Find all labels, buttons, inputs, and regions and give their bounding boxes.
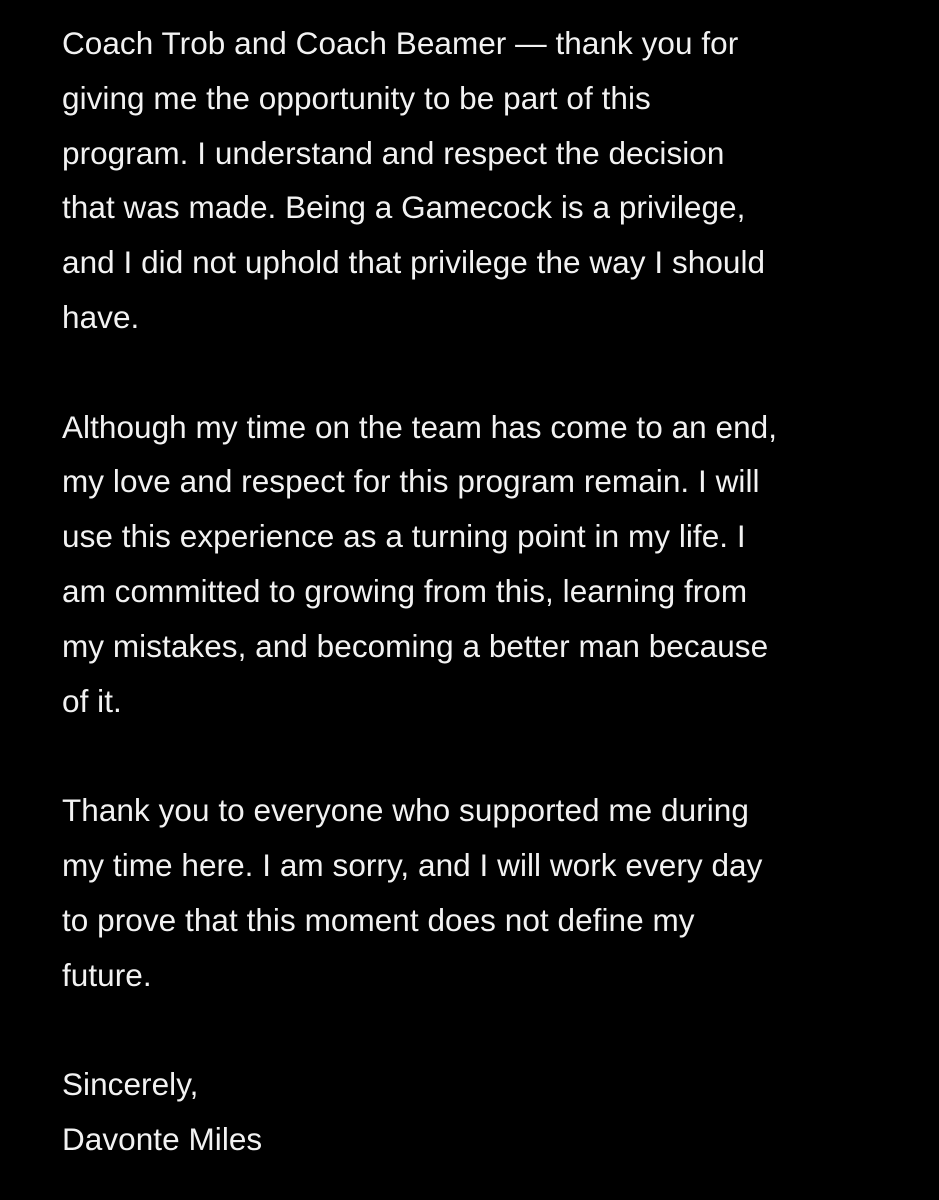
paragraph-thanks: [62, 16, 922, 345]
text-line: Although my time on the team has come to an end,: [62, 408, 778, 445]
text-line: use this experience as a turning point in my life. I: [62, 518, 746, 555]
text-line: future.: [62, 956, 152, 993]
sign-off: [62, 1057, 922, 1167]
text-line: my time here. I am sorry, and I will work every day: [62, 846, 763, 883]
closing-text: Sincerely,: [62, 1066, 199, 1103]
signature-name: Davonte Miles: [62, 1120, 263, 1157]
paragraph-apology: [62, 783, 922, 1002]
statement-note: [62, 16, 922, 1167]
text-line: my mistakes, and becoming a better man because: [62, 627, 769, 664]
text-line: and I did not uphold that privilege the way I should: [62, 244, 766, 281]
text-line: program. I understand and respect the decision: [62, 134, 725, 171]
text-line: to prove that this moment does not define my: [62, 901, 695, 938]
text-line: of it.: [62, 682, 122, 719]
text-line: my love and respect for this program remain. I will: [62, 463, 760, 500]
text-line: Thank you to everyone who supported me during: [62, 792, 749, 829]
text-line: Coach Trob and Coach Beamer — thank you for: [62, 25, 739, 61]
text-line: am committed to growing from this, learning from: [62, 572, 748, 609]
text-line: giving me the opportunity to be part of this: [62, 79, 651, 116]
paragraph-reflection: [62, 400, 922, 729]
text-line: have.: [62, 298, 140, 335]
text-line: that was made. Being a Gamecock is a privilege,: [62, 189, 746, 226]
